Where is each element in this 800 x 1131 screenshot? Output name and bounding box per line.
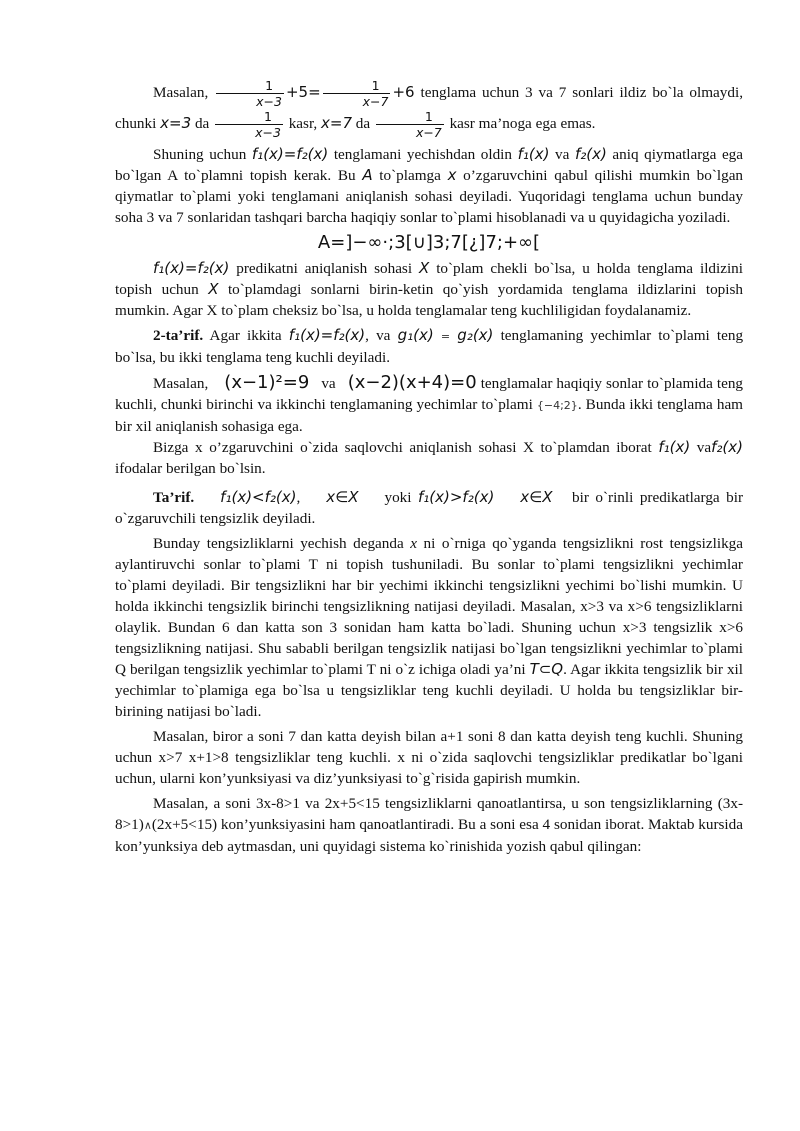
math: x∈X	[326, 488, 359, 506]
text: , va	[365, 327, 391, 344]
text: va	[555, 146, 570, 163]
text: ifodalar berilgan bo`lsin.	[115, 460, 266, 477]
text: (2x+5<15) kon’yunksiyasini ham qanoatlantiradi. Bu a soni esa 4 sonidan iborat. Maktab kursida kon’yunksiya deb aytmasdan, uni quyidagi sistema ko`rinishida yozish qabul qilingan:	[115, 816, 743, 855]
text: predikatni aniqlanish sohasi	[236, 260, 413, 277]
paragraph-solving-inequalities	[115, 533, 743, 722]
math: =	[440, 330, 451, 343]
math: f₁(x)	[517, 145, 550, 163]
numerator: 1	[376, 109, 444, 125]
text: Shuning uchun	[153, 146, 247, 163]
definition-label: 2-ta’rif.	[153, 327, 204, 344]
text: kasr ma’noga ega emas.	[449, 114, 596, 132]
text: to`plamga	[379, 167, 441, 184]
denominator: x−3	[256, 94, 282, 109]
denominator: x−3	[255, 125, 281, 140]
text: tenglamalar haqiqiy sonlar to`plamida teng kuchli, chunki birinchi va ikkinchi tenglamaning yechimlar to`plami	[115, 375, 744, 413]
paragraph-example-4	[115, 793, 743, 857]
fraction	[323, 78, 391, 109]
math: A	[362, 166, 373, 184]
paragraph-example-3	[115, 726, 743, 789]
math: X	[208, 280, 219, 298]
paragraph-example-2	[115, 372, 743, 437]
numerator: 1	[323, 78, 391, 94]
math: f₁(x)>f₂(x)	[417, 488, 495, 506]
paragraph-example-1	[115, 78, 743, 140]
math: f₂(x)	[574, 145, 607, 163]
paragraph-expressions	[115, 437, 743, 479]
text: . Agar ikkita tengsizlik bir xil yechimlar to`plamiga ega bo`lsa u tengsizliklar teng kuchli deyiladi. U holda bu tengsizliklar bir-birining natijasi bo`ladi.	[115, 661, 743, 720]
fraction	[216, 78, 284, 109]
math: ∧	[143, 819, 152, 832]
math: g₁(x)	[397, 326, 434, 344]
math: +5=	[285, 82, 321, 101]
math: x=7	[321, 113, 352, 132]
math: X	[418, 259, 430, 277]
math: x	[410, 535, 417, 552]
math: f₁(x)=f₂(x)	[288, 326, 366, 344]
math: f₁(x)	[658, 438, 691, 456]
text: Masalan, biror a soni 7 dan katta deyish bilan a+1 soni 8 dan katta deyish teng kuchli. Shuning uchun x>7 x+1>8 tengsizliklar teng kuchli. x ni o`zida saqlovchi tengsizliklar predikatlar bo`lgani uchun, ularni kon’yunksiyasi va diz’yunksiyasi to`g`risida gapirish mumkin.	[115, 728, 743, 787]
text: . Bunda ikki tenglama ham bir xil aniqlanish sohasiga ega.	[115, 396, 743, 435]
math: (x−1)²=9	[224, 372, 310, 393]
math: A=]−∞·;3[∪]3;7[¿]7;+∞[	[317, 232, 541, 253]
text: va	[321, 375, 336, 392]
paragraph-definition-inequality	[115, 487, 743, 529]
math: (x−2)(x+4)=0	[347, 372, 477, 393]
text: tenglamani yechishdan oldin	[333, 146, 512, 163]
text: tenglamaning yechimlar to`plami teng bo`lsa, bu ikki tenglama teng kuchli deyiladi.	[115, 327, 744, 366]
denominator: x−7	[362, 94, 389, 109]
text: Masalan,	[153, 375, 209, 392]
text: yoki	[384, 489, 412, 506]
math: f₂(x)	[711, 438, 744, 456]
text: Masalan,	[153, 83, 209, 101]
paragraph-definition-2	[115, 325, 743, 368]
text: aniq qiymatlarga ega bo`lgan A to`plamni topish kerak. Bu	[115, 146, 744, 184]
definition-label: Ta’rif.	[153, 489, 195, 506]
text: to`plam chekli bo`lsa, u holda tenglama ildizini topish uchun	[115, 260, 743, 298]
math: f₁(x)=f₂(x)	[251, 145, 329, 163]
paragraph-predicate	[115, 258, 743, 321]
numerator: 1	[215, 109, 283, 125]
fraction	[376, 109, 444, 140]
text: da	[194, 114, 210, 132]
math: +6	[392, 82, 415, 101]
math: T⊂Q	[529, 660, 564, 678]
numerator: 1	[216, 78, 284, 94]
text: Agar ikkita	[209, 327, 282, 344]
text: to`plamdagi sonlarni birin-ketin qo`yish yordamida tenglama ildizlarini topish mumkin. Agar X to`plam cheksiz bo`lsa, u holda tenglamalar teng kuchliligidan foydalanamiz.	[115, 281, 743, 319]
math: x	[447, 166, 457, 184]
math: f₁(x)=f₂(x)	[153, 259, 230, 277]
text: Bunday tengsizliklarni yechish deganda	[153, 535, 404, 552]
math: g₂(x)	[457, 326, 494, 344]
text: tenglama uchun 3 va 7 sonlari ildiz bo`la olmaydi, chunki	[115, 83, 743, 132]
text: o’zgaruvchini qabul qilishi mumkin bo`lgan qiymatlar to`plami yoki tenglamani aniqlanish sohasi deyiladi. Yuqoridagi tenglama uchun bunday soha 3 va 7 sonlaridan tashqari barcha haqiqiy sonlar to`plami hisoblanadi va u quyidagicha yoziladi.	[115, 167, 744, 226]
paragraph-domain	[115, 144, 743, 228]
document-body	[115, 78, 743, 857]
text: ,	[296, 489, 301, 506]
math: {−4;2}	[536, 399, 578, 412]
text: bir o`rinli predikatlarga bir o`zgaruvchili tengsizlik deyiladi.	[115, 489, 744, 527]
math: x∈X	[520, 488, 553, 506]
text: Bizga x o’zgaruvchini o`zida saqlovchi aniqlanish sohasi X to`plamdan iborat	[153, 439, 652, 456]
text: kasr,	[288, 114, 318, 132]
fraction	[215, 109, 283, 140]
text: da	[355, 114, 371, 132]
text: Masalan, a soni 3x-8>1 va 2x+5<15 tengsizliklarni qanoatlantirsa, u son tengsizliklarning (3x-8>1)	[115, 795, 743, 833]
math: x=3	[160, 113, 192, 132]
set-formula	[115, 232, 743, 254]
math: f₁(x)<f₂(x)	[220, 488, 297, 506]
denominator: x−7	[415, 125, 442, 140]
text: va	[696, 439, 712, 456]
text: ni o`rniga qo`yganda tengsizlikni rost tengsizlikga aylantiruvchi sonlar to`plami T ni topish tushuniladi. Bu sonlar to`plami tengsizlikni yechimlar to`plami deyiladi. Bir tengsizlikni har bir yechimi ikkinchi tengsizlikni yechimi bo`lishi mumkin. U holda ikkinchi tengsizlik birinchi tengsizlikning natijasi deyiladi. Masalan, x>3 va x>6 tengsizliklarni olaylik. Bundan 6 dan katta son 3 sonidan ham katta bo`ladi. Shuning uchun x>3 tengsizlik x>6 tengsizlikning natijasi. Shu sababli berilgan tengsizlik natijasi bo`lgan tengsizlikni yechimlar to`plami Q berilgan tengsizlik yechimlar to`plami T ni o`z ichiga oladi ya’ni	[115, 535, 743, 678]
